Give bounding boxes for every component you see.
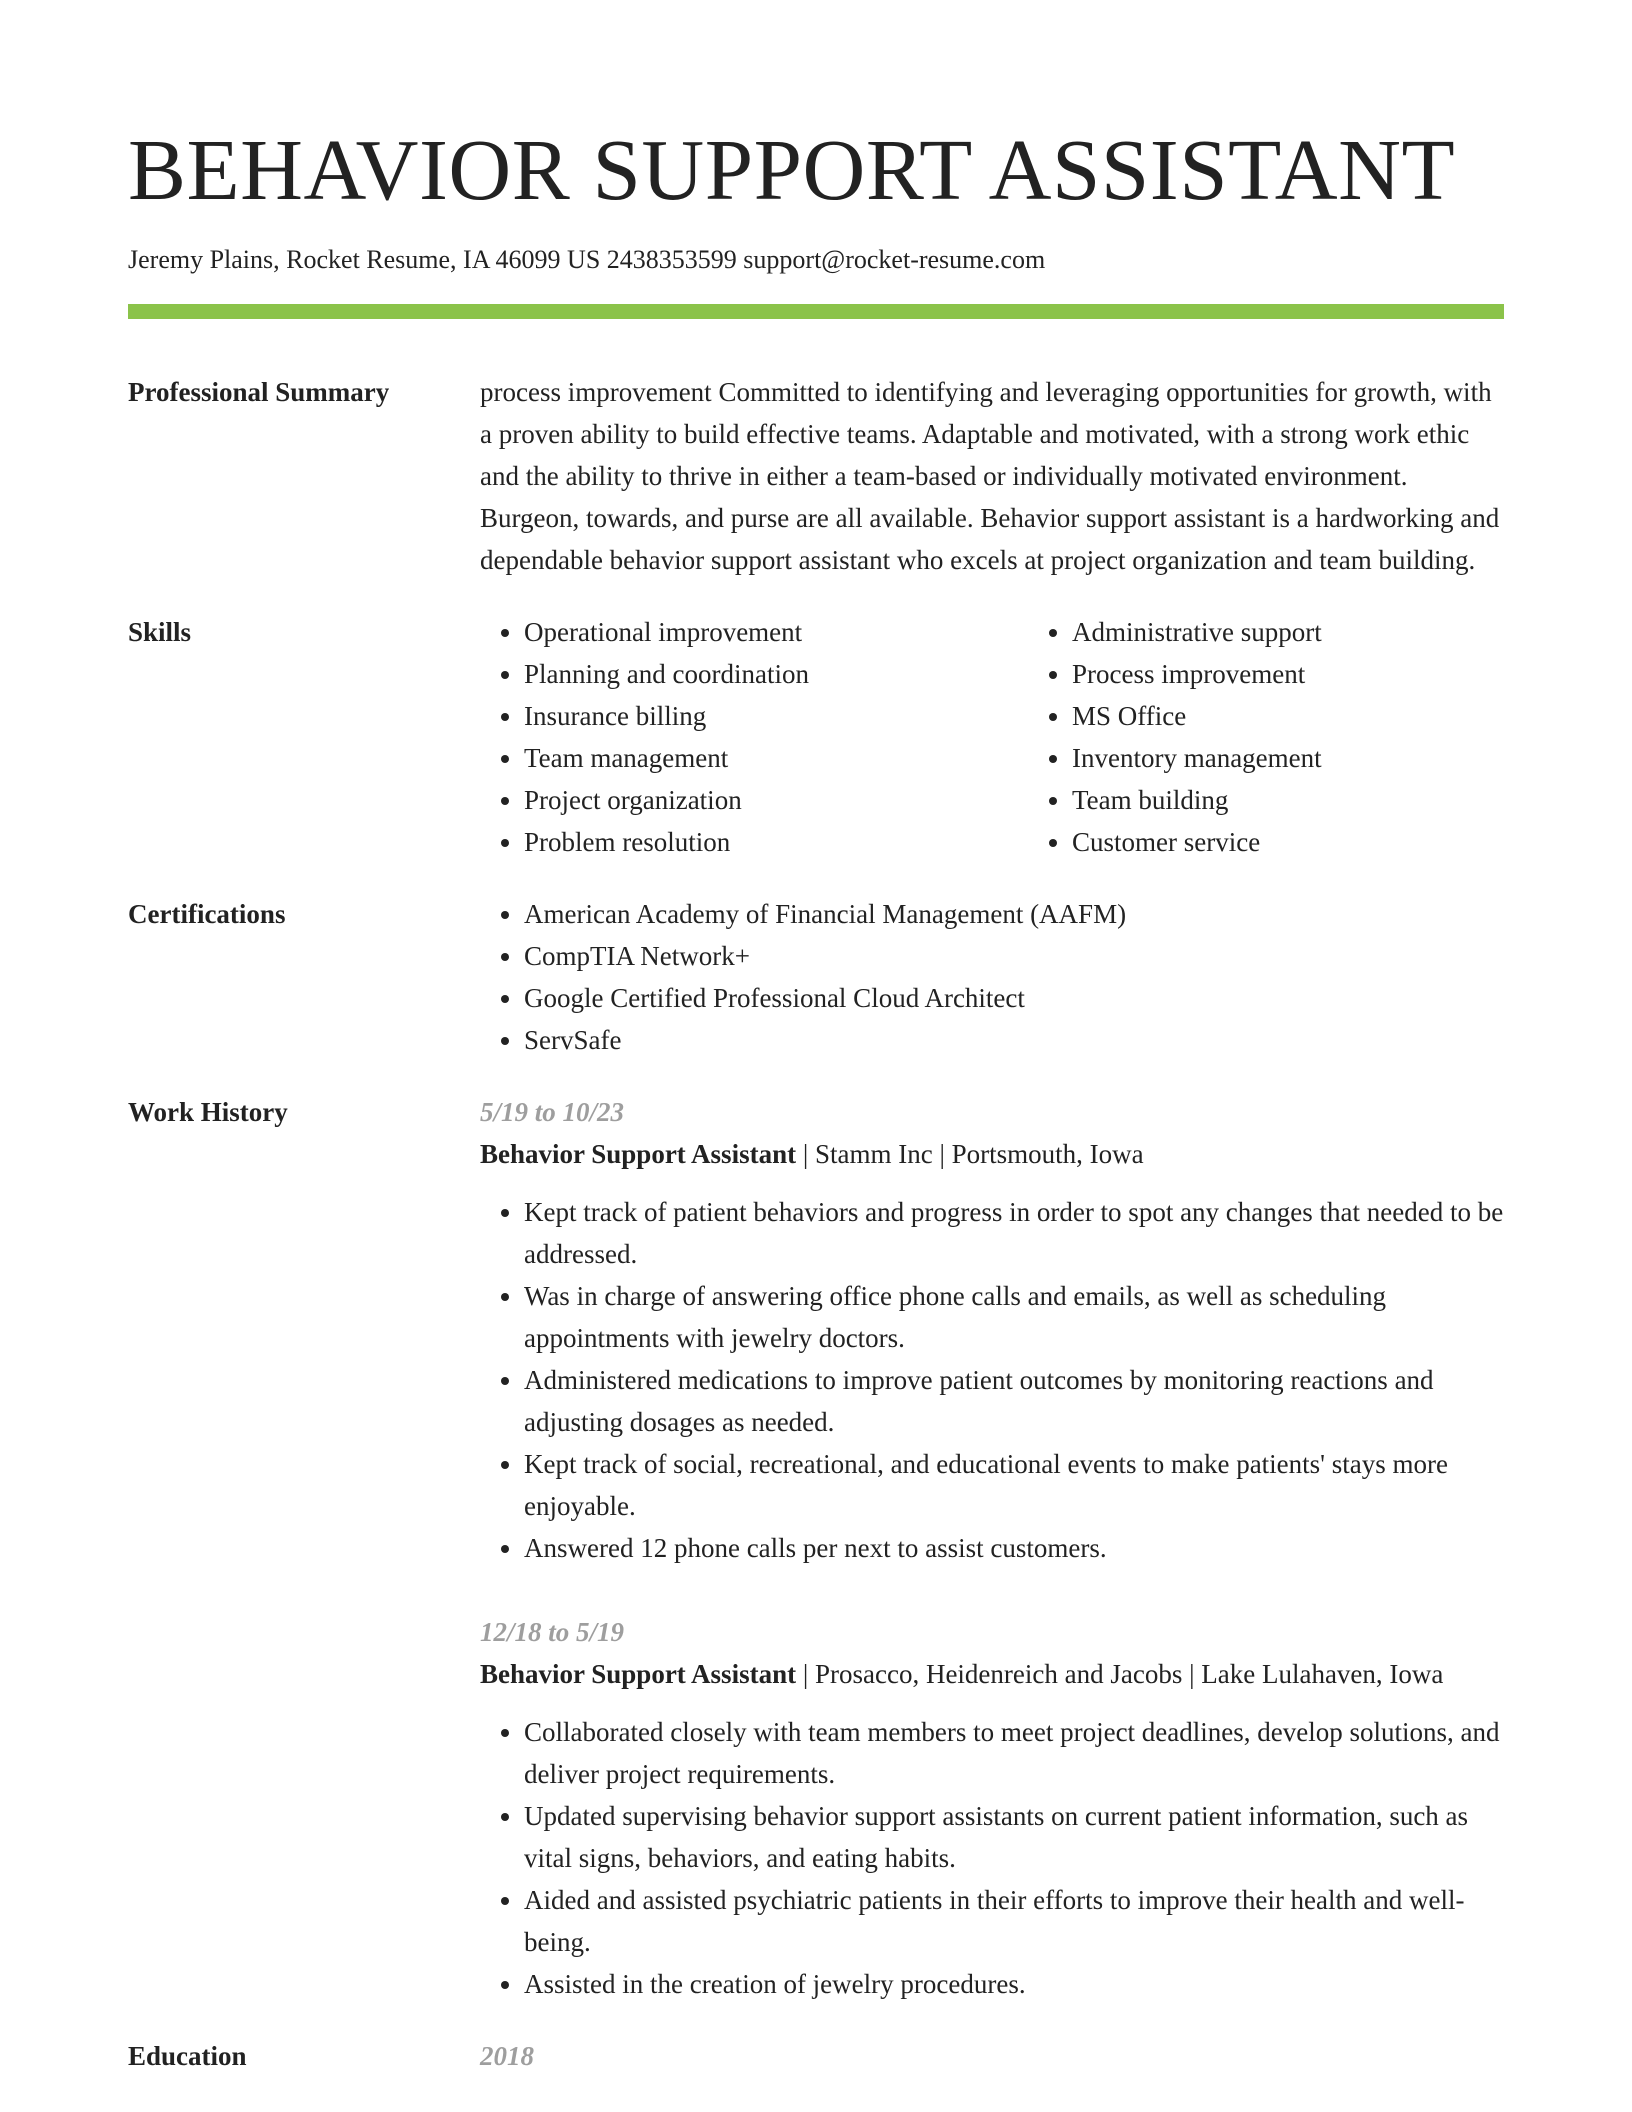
- skill-item: • Customer service: [1072, 821, 1576, 863]
- education-label: Education: [128, 2041, 247, 2071]
- job-details: | Prosacco, Heidenreich and Jacobs | Lake Lulahaven, Iowa: [796, 1659, 1444, 1689]
- skill-item: • Planning and coordination: [524, 653, 1028, 695]
- job-heading: [480, 1653, 1504, 1695]
- job-bullet: • Answered 12 phone calls per next to assist customers.: [524, 1527, 1504, 1569]
- accent-divider: [128, 304, 1504, 319]
- certification-item: • American Academy of Financial Management (AAFM): [524, 893, 1504, 935]
- skill-item: • Operational improvement: [524, 611, 1028, 653]
- work-history-section: [128, 1091, 1504, 2005]
- skill-item: • Project organization: [524, 779, 1028, 821]
- job-dates: 12/18 to 5/19: [480, 1617, 625, 1647]
- certifications-list: [480, 893, 1504, 1061]
- skills-section: [128, 611, 1504, 863]
- skill-item: • MS Office: [1072, 695, 1576, 737]
- skills-list-right: [1028, 611, 1576, 863]
- skill-item: • Process improvement: [1072, 653, 1576, 695]
- education-section: [128, 2035, 1504, 2077]
- job-title: Behavior Support Assistant: [480, 1139, 797, 1169]
- job-bullet: • Kept track of social, recreational, and educational events to make patients' stays more enjoyable.: [524, 1443, 1504, 1527]
- job-bullet: • Updated supervising behavior support assistants on current patient information, such as vital signs, behaviors, and eating habits.: [524, 1795, 1504, 1879]
- job-bullet: • Collaborated closely with team members to meet project deadlines, develop solutions, and deliver project requirements.: [524, 1711, 1504, 1795]
- job-entry: [480, 1611, 1504, 2005]
- job-bullet: • Assisted in the creation of jewelry procedures.: [524, 1963, 1504, 2005]
- summary-label: Professional Summary: [128, 377, 390, 407]
- education-date: 2018: [480, 2041, 534, 2071]
- skill-item: • Problem resolution: [524, 821, 1028, 863]
- job-bullet: • Kept track of patient behaviors and progress in order to spot any changes that needed to be addressed.: [524, 1191, 1504, 1275]
- skill-item: • Insurance billing: [524, 695, 1028, 737]
- job-details: | Stamm Inc | Portsmouth, Iowa: [796, 1139, 1144, 1169]
- job-bullets: [480, 1191, 1504, 1569]
- summary-text: process improvement Committed to identifying and leveraging opportunities for growth, with a proven ability to build effective teams. Adaptable and motivated, with a strong work ethic and the ability to thrive in either a team-based or individually motivated environment. Burgeon, towards, and purse are all available. Behavior support assistant is a hardworking and dependable behavior support assistant who excels at project organization and team building.: [480, 377, 1500, 575]
- certification-item: • Google Certified Professional Cloud Architect: [524, 977, 1504, 1019]
- job-bullet: • Was in charge of answering office phone calls and emails, as well as scheduling appointments with jewelry doctors.: [524, 1275, 1504, 1359]
- summary-section: [128, 371, 1504, 581]
- work-history-label: Work History: [128, 1097, 288, 1127]
- certification-item: • CompTIA Network+: [524, 935, 1504, 977]
- skill-item: • Team management: [524, 737, 1028, 779]
- skills-label: Skills: [128, 617, 192, 647]
- job-bullet: • Administered medications to improve patient outcomes by monitoring reactions and adjusting dosages as needed.: [524, 1359, 1504, 1443]
- skill-item: • Administrative support: [1072, 611, 1576, 653]
- certification-item: • ServSafe: [524, 1019, 1504, 1061]
- job-title: Behavior Support Assistant: [480, 1659, 797, 1689]
- skills-list-left: [480, 611, 1028, 863]
- resume-name-heading: BEHAVIOR SUPPORT ASSISTANT: [128, 121, 1456, 218]
- contact-info: Jeremy Plains, Rocket Resume, IA 46099 US 2438353599 support@rocket-resume.com: [128, 245, 1046, 274]
- certifications-section: [128, 893, 1504, 1061]
- job-dates: 5/19 to 10/23: [480, 1097, 625, 1127]
- job-entry: [480, 1091, 1504, 1569]
- job-bullet: • Aided and assisted psychiatric patients in their efforts to improve their health and well-being.: [524, 1879, 1504, 1963]
- job-heading: [480, 1133, 1504, 1175]
- certifications-label: Certifications: [128, 899, 286, 929]
- job-bullets: [480, 1711, 1504, 2005]
- skill-item: • Inventory management: [1072, 737, 1576, 779]
- resume-page: [128, 0, 1504, 2077]
- skill-item: • Team building: [1072, 779, 1576, 821]
